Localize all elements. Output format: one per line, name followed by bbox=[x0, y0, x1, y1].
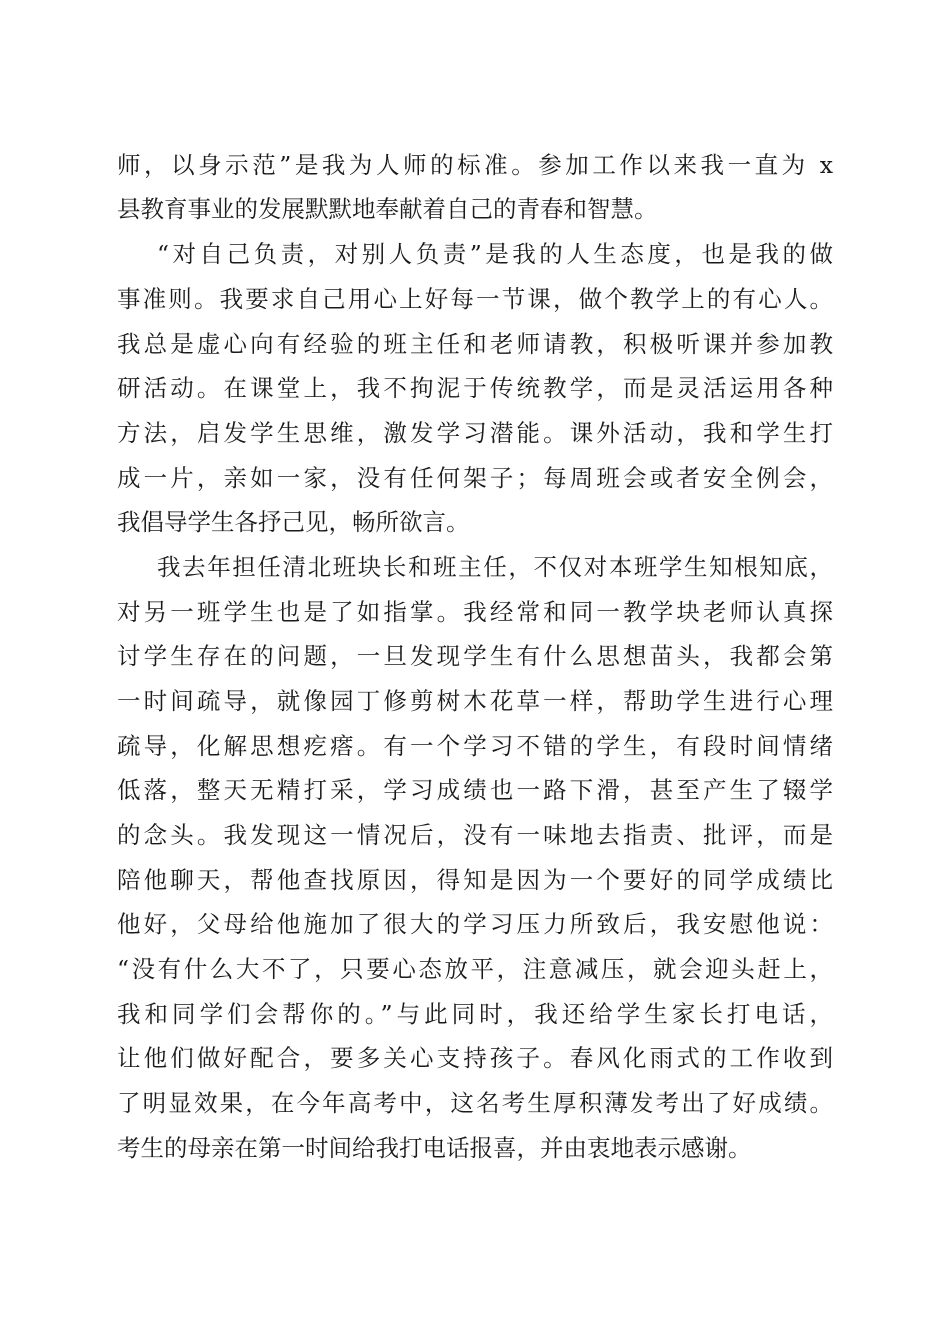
text-line: 陪他聊天，帮他查找原因，得知是因为一个要好的同学成绩比 bbox=[117, 866, 833, 894]
text-line: 师，以身示范”是我为人师的标准。参加工作以来我一直为 x bbox=[117, 151, 833, 179]
text-line: 低落，整天无精打采，学习成绩也一路下滑，甚至产生了辍学 bbox=[117, 776, 833, 804]
text-line: 县教育事业的发展默默地奉献着自己的青春和智慧。 bbox=[117, 195, 658, 223]
text-line: 对另一班学生也是了如指掌。我经常和同一教学块老师认真探 bbox=[117, 598, 833, 626]
text-line: 考生的母亲在第一时间给我打电话报喜，并由衷地表示感谢。 bbox=[117, 1134, 752, 1162]
text-line: 方法，启发学生思维，激发学习潜能。课外活动，我和学生打 bbox=[117, 419, 833, 447]
text-line: 一时间疏导，就像园丁修剪树木花草一样，帮助学生进行心理 bbox=[117, 687, 833, 715]
text-line: 讨学生存在的问题，一旦发现学生有什么思想苗头，我都会第 bbox=[117, 642, 833, 670]
text-line: 了明显效果，在今年高考中，这名考生厚积薄发考出了好成绩。 bbox=[117, 1089, 833, 1117]
text-line: 我倡导学生各抒己见，畅所欲言。 bbox=[117, 508, 470, 536]
text-line: 让他们做好配合，要多关心支持孩子。春风化雨式的工作收到 bbox=[117, 1044, 833, 1072]
text-line: 的念头。我发现这一情况后，没有一味地去指责、批评，而是 bbox=[117, 821, 833, 849]
text-line: 成一片，亲如一家，没有任何架子；每周班会或者安全例会， bbox=[117, 464, 833, 492]
text-line: “没有什么大不了，只要心态放平，注意减压，就会迎头赶上， bbox=[117, 955, 833, 983]
text-line: “对自己负责，对别人负责”是我的人生态度，也是我的做 bbox=[157, 240, 833, 268]
text-line: 事准则。我要求自己用心上好每一节课，做个教学上的有心人。 bbox=[117, 285, 833, 313]
text-line: 他好，父母给他施加了很大的学习压力所致后，我安慰他说： bbox=[117, 910, 833, 938]
text-line: 疏导，化解思想疙瘩。有一个学习不错的学生，有段时间情绪 bbox=[117, 732, 833, 760]
text-line: 我总是虚心向有经验的班主任和老师请教，积极听课并参加教 bbox=[117, 330, 833, 358]
text-line: 我和同学们会帮你的。”与此同时，我还给学生家长打电话， bbox=[117, 1000, 833, 1028]
text-line: 研活动。在课堂上，我不拘泥于传统教学，而是灵活运用各种 bbox=[117, 374, 833, 402]
text-line: 我去年担任清北班块长和班主任，不仅对本班学生知根知底， bbox=[157, 553, 833, 581]
